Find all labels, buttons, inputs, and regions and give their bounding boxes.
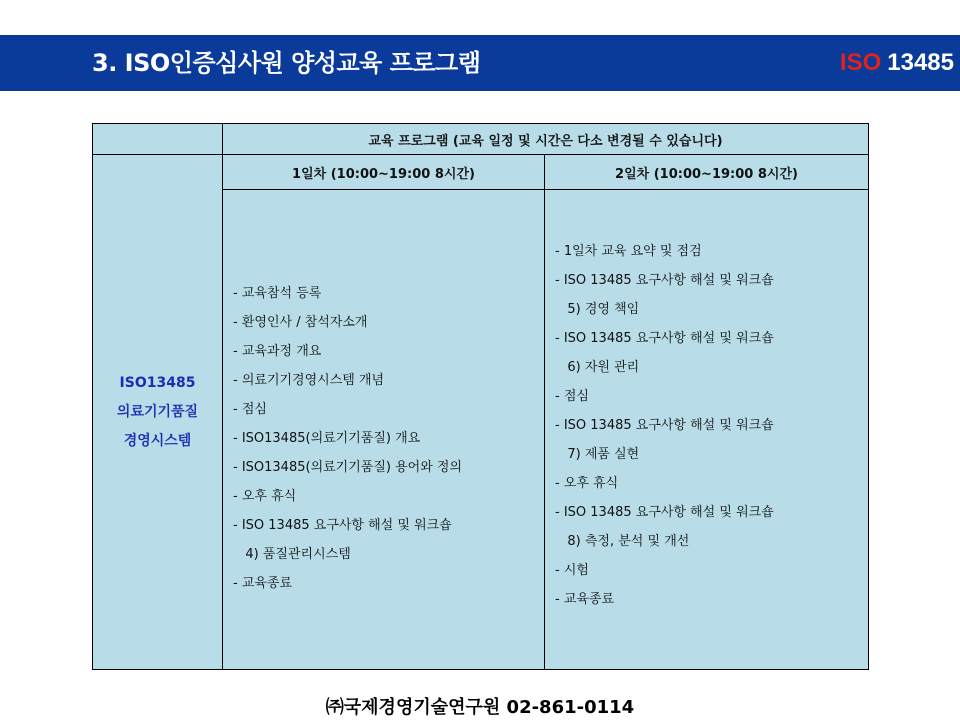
day1-header: 1일차 (10:00~19:00 8시간) bbox=[223, 155, 545, 190]
day1-item-list bbox=[223, 261, 544, 598]
badge-number-text: 13485 bbox=[887, 49, 954, 76]
schedule-item: 4) 품질관리시스템 bbox=[233, 547, 351, 562]
schedule-item: - 시험 bbox=[555, 563, 589, 578]
schedule-item: - 점심 bbox=[233, 402, 267, 417]
page-title: 3. ISO인증심사원 양성교육 프로그램 bbox=[92, 49, 481, 77]
day-header-row bbox=[93, 155, 869, 190]
schedule-item: - 교육종료 bbox=[555, 592, 615, 607]
schedule-item: - 교육과정 개요 bbox=[233, 344, 322, 359]
schedule-item: - ISO 13485 요구사항 해설 및 워크숍 bbox=[555, 273, 774, 288]
schedule-item: - ISO 13485 요구사항 해설 및 워크숍 bbox=[555, 505, 774, 520]
schedule-item: - ISO 13485 요구사항 해설 및 워크숍 bbox=[555, 331, 774, 346]
schedule-item: 8) 측정, 분석 및 개선 bbox=[555, 534, 690, 549]
badge-iso-text: ISO bbox=[839, 49, 882, 76]
course-line: ISO13485 bbox=[119, 374, 196, 391]
schedule-item: - ISO 13485 요구사항 해설 및 워크숍 bbox=[555, 418, 774, 433]
schedule-item: - ISO13485(의료기기품질) 용어와 정의 bbox=[233, 460, 463, 475]
schedule-item: - ISO 13485 요구사항 해설 및 워크숍 bbox=[233, 518, 452, 533]
schedule-item: - 오후 휴식 bbox=[555, 476, 619, 491]
course-line: 의료기기품질 bbox=[116, 403, 199, 420]
header-bar bbox=[0, 35, 960, 91]
footer-company-phone: ㈜국제경영기술연구원 02-861-0114 bbox=[325, 697, 635, 718]
iso-badge-logo bbox=[840, 47, 954, 79]
schedule-item: - 오후 휴식 bbox=[233, 489, 297, 504]
schedule-item: - 의료기기경영시스템 개념 bbox=[233, 373, 385, 388]
course-line: 경영시스템 bbox=[123, 432, 192, 449]
table-header-row bbox=[93, 124, 869, 155]
schedule-item: 6) 자원 관리 bbox=[555, 360, 640, 375]
schedule-item: - 교육종료 bbox=[233, 576, 293, 591]
program-header-cell: 교육 프로그램 (교육 일정 및 시간은 다소 변경될 수 있습니다) bbox=[223, 124, 869, 155]
schedule-item: - 점심 bbox=[555, 389, 589, 404]
schedule-item: - ISO13485(의료기기품질) 개요 bbox=[233, 431, 421, 446]
program-table bbox=[92, 123, 869, 670]
course-name-cell bbox=[93, 155, 223, 670]
corner-cell bbox=[93, 124, 223, 155]
schedule-item: - 교육참석 등록 bbox=[233, 286, 322, 301]
schedule-item: 7) 제품 실현 bbox=[555, 447, 640, 462]
day2-schedule-cell bbox=[545, 190, 869, 670]
schedule-item: - 1일차 교육 요약 및 점검 bbox=[555, 244, 702, 259]
day2-header: 2일차 (10:00~19:00 8시간) bbox=[545, 155, 869, 190]
day1-schedule-cell bbox=[223, 190, 545, 670]
day2-item-list bbox=[545, 237, 868, 622]
schedule-item: 5) 경영 책임 bbox=[555, 302, 640, 317]
schedule-item: - 환영인사 / 참석자소개 bbox=[233, 315, 368, 330]
